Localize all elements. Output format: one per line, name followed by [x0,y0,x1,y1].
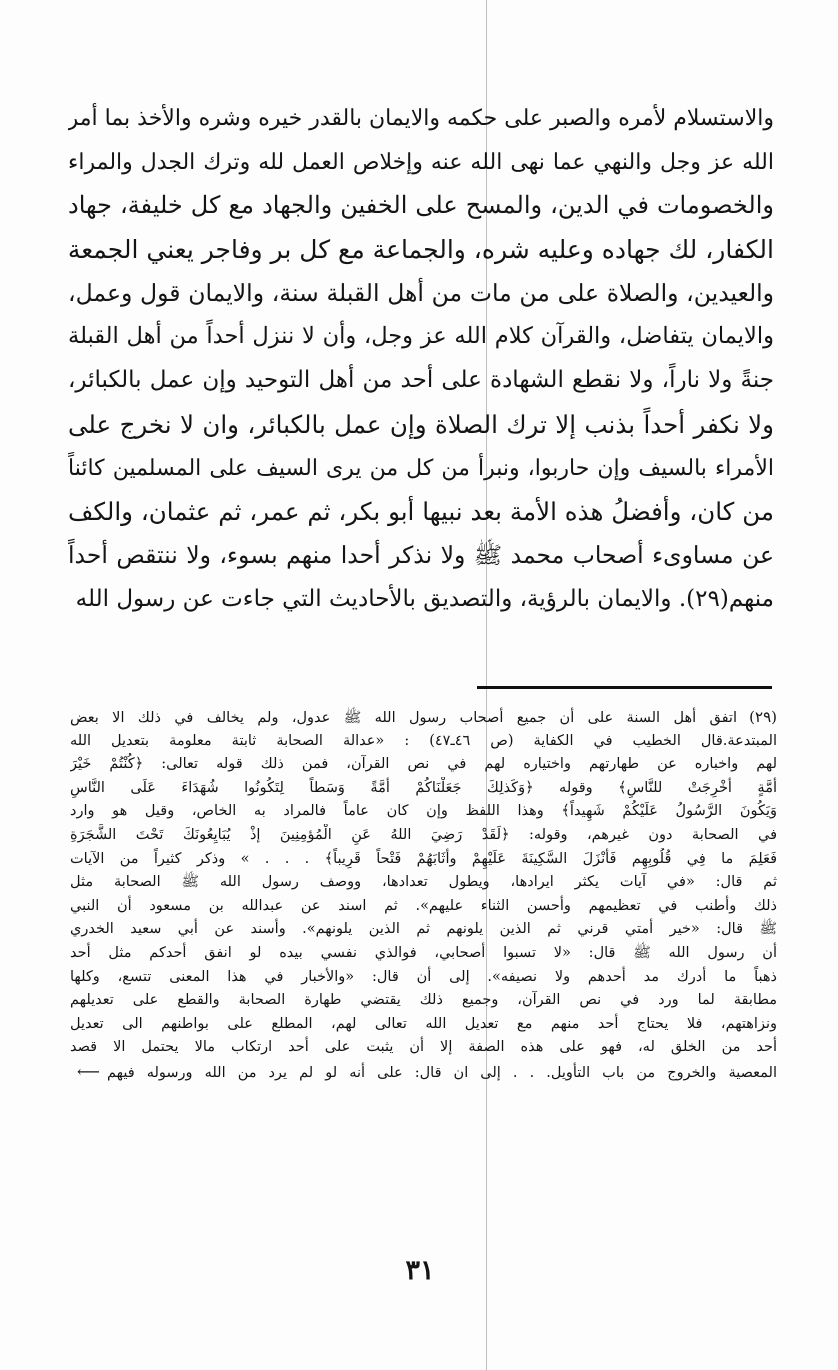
main-text-line: ولا نكفر أحداً بذنب إلا ترك الصلاة وإن عمل بالكبائر، وان لا نخرج على [68,409,774,439]
footnote-line: ثم قال: «في آيات يكثر ايرادها، ويطول تعدادها، ووصف رسول الله ﷺ الصحابة مثل [70,874,777,891]
main-text-line: عن مساوىء أصحاب محمد ﷺ ولا نذكر أحدا منهم بسوء، ولا ننتقص أحداً [68,540,774,569]
continuation-arrow-icon: ⟵ [77,1061,100,1081]
footnote-number: (٢٩) [749,708,777,726]
footnote-line: أُمَّةٍ أُخْرِجَتْ للنَّاسِ﴾ وقوله ﴿وَكَذلِكَ جَعَلْنَاكُمْ أمَّةً وَسَطاً لِتَكُونُوا شُهَدَاءَ عَلَى النَّاسِ [70,779,777,796]
main-text-line: الأمراء بالسيف وإن حاربوا، ونبرأ من كل من يرى السيف على المسلمين كائناً [68,455,774,481]
footnote-line: لهم واخباره عن طهارتهم واختياره لهم في نص القرآن، فمن ذلك قوله تعالى: ﴿كُنْتُمْ خَيْرَ [70,756,777,773]
footnote-line: في الصحابة دون غيرهم، وقوله: ﴿لَقَدْ رَضِيَ اللهُ عَنِ الْمُؤمِنِينَ إذْ يُبَايِعُونَكَ تَحْتَ الشَّجَرَةِ [70,826,777,843]
footnote-line: ذهباً ما أدرك مد أحدهم ولا نصيفه». إلى أن قال: «والأخبار في هذا المعنى تتسع، وكلها [70,968,777,985]
footnote-line: فَعَلِمَ ما فِي قُلُوبِهِم فَأَنْزَلَ السَّكِينَةَ عَلَيْهِمْ وأَثَابَهُمْ فَتْحاً قَرِيباً﴾ . . . » وذكر كثيراً من الآيات [70,850,777,867]
footnote-line: أن رسول الله ﷺ قال: «لا تسبوا أصحابي، فوالذي نفسي بيده لو انفق أحدكم مثل أحد [70,944,777,961]
main-text-line: والايمان يتفاضل، والقرآن كلام الله عز وجل، وأن لا ننزل أحداً من أهل القبلة [68,323,774,350]
main-text-line: منهم(٢٩). والايمان بالرؤية، والتصديق بالأحاديث التي جاءت عن رسول الله [75,585,774,612]
main-text-line: والاستسلام لأمره والصبر على حكمه والايمان بالقدر خيره وشره والأخذ بما أمر [68,106,774,131]
main-text-block [68,97,774,621]
main-text-line: والعيدين، والصلاة على من مات من أهل القبلة سنة، والايمان قول وعمل، [68,278,774,307]
footnote-separator [477,686,772,689]
footnote-line: ونزاهتهم، فلا يحتاج أحد منهم مع تعديل الله تعالى لهم، المطلع على بواطنهم الى تعديل [70,1015,777,1032]
main-text-line: الكفار، لك جهاده وعليه شره، والجماعة مع كل بر وفاجر يعني الجمعة [68,235,774,265]
footnote-line: المبتدعة.قال الخطيب في الكفاية (ص ٤٦ـ٤٧) : «عدالة الصحابة ثابتة معلومة بتعديل الله [70,732,777,749]
footnote-text: المعصية والخروج من باب التأويل. . . إلى ان قال: على أنه لو لم يرد من الله ورسوله فيهم [107,1064,777,1081]
footnote-line: أحد من الخلق له، فهو على هذه الصفة إلا أن يثبت على أحد ارتكاب مالا يحتمل الا قصد [70,1039,777,1056]
footnote-line [70,706,777,730]
footnote-text: اتفق أهل السنة على أن جميع أصحاب رسول الله ﷺ عدول، ولم يخالف في ذلك الا بعض [70,710,737,726]
footnote-line: وَيَكُونَ الرَّسُولُ عَلَيْكُمْ شَهِيداً﴾ وهذا اللفظ وإن كان عاماً فالمراد به الخاص، وقيل هو وارد [70,803,777,820]
main-text-line: من كان، وأفضلُ هذه الأمة بعد نبيها أبو بكر، ثم عمر، ثم عثمان، والكف [68,497,774,527]
main-text-line: الله عز وجل والنهي عما نهى الله عنه وإخلاص العمل لله وترك الجدل والمراء [68,149,774,175]
footnote-line: ﷺ قال: «خير أمتي قرني ثم الذين يلونهم ثم الذين يلونهم». وأسند عن أبي سعيد الخدري [70,921,777,938]
footnote-block [70,706,777,1084]
main-text-line: جنةً ولا ناراً، ولا نقطع الشهادة على أحد من أهل التوحيد وإن عمل بالكبائر، [68,367,774,394]
main-text-line: والخصومات في الدين، والمسح على الخفين والجهاد مع كل خليفة، جهاد [68,191,774,220]
footnote-line [70,1060,777,1084]
footnote-line: ذلك وأطنب في تعظيمهم وأحسن الثناء عليهم». ثم اسند عن عبدالله بن مسعود أن النبي [70,897,777,914]
footnote-line: مطابقة لما ورد في نص القرآن، وجميع ذلك يقتضي طهارة الصحابة والقطع على تعديلهم [70,992,777,1009]
page-number: ٣١ [405,1255,435,1286]
